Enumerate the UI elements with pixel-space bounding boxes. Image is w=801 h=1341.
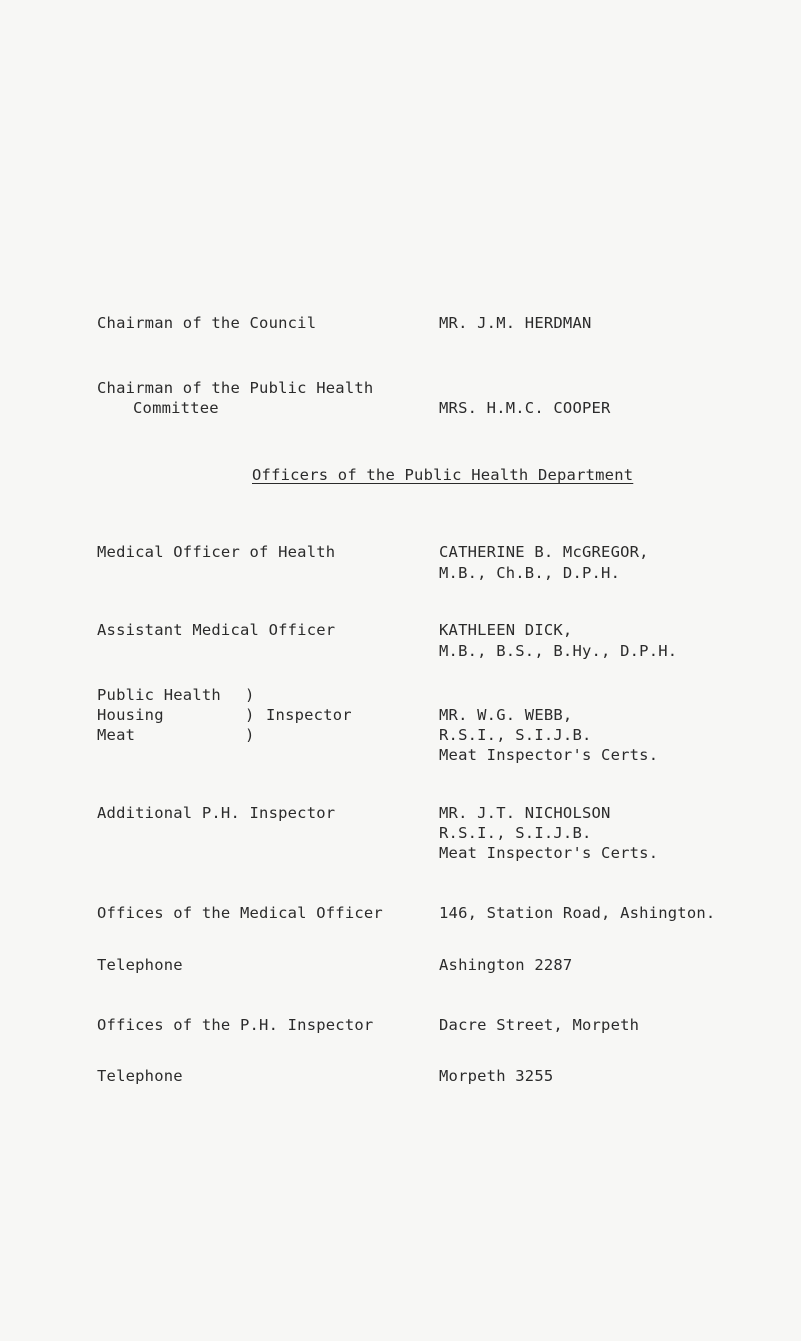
- phi-qualifications: R.S.I., S.I.J.B.: [439, 726, 592, 744]
- chairman-council-name: MR. J.M. HERDMAN: [439, 314, 592, 332]
- phi-offices-label: Offices of the P.H. Inspector: [97, 1016, 374, 1034]
- amo-name: KATHLEEN DICK,: [439, 621, 573, 639]
- chairman-council-label: Chairman of the Council: [97, 314, 317, 332]
- phi-certificates: Meat Inspector's Certs.: [439, 746, 659, 764]
- phi-label-lines: [97, 685, 221, 745]
- mo-telephone-number: Ashington 2287: [439, 956, 573, 974]
- moh-name: CATHERINE B. McGREGOR,: [439, 543, 649, 561]
- mo-offices-label: Offices of the Medical Officer: [97, 904, 383, 922]
- chairman-ph-label-line2: Committee: [133, 399, 219, 417]
- chairman-ph-label-line1: Chairman of the Public Health: [97, 379, 374, 397]
- page-title: Officers of the Public Health Department: [252, 466, 634, 484]
- moh-label: Medical Officer of Health: [97, 543, 336, 561]
- additional-inspector-name: MR. J.T. NICHOLSON: [439, 804, 611, 822]
- bracket: ): [245, 726, 255, 744]
- amo-label: Assistant Medical Officer: [97, 621, 336, 639]
- moh-qualifications: M.B., Ch.B., D.P.H.: [439, 564, 621, 582]
- phi-label-line: Meat: [97, 726, 136, 744]
- phi-name: MR. W.G. WEBB,: [439, 706, 573, 724]
- bracket: ): [245, 706, 255, 724]
- additional-inspector-label: Additional P.H. Inspector: [97, 804, 336, 822]
- amo-qualifications: M.B., B.S., B.Hy., D.P.H.: [439, 642, 678, 660]
- chairman-ph-name: MRS. H.M.C. COOPER: [439, 399, 611, 417]
- phi-telephone-label: Telephone: [97, 1067, 183, 1085]
- mo-offices-address: 146, Station Road, Ashington.: [439, 904, 716, 922]
- additional-inspector-certificates: Meat Inspector's Certs.: [439, 844, 659, 862]
- phi-brackets: [245, 685, 255, 745]
- phi-telephone-number: Morpeth 3255: [439, 1067, 554, 1085]
- mo-telephone-label: Telephone: [97, 956, 183, 974]
- additional-inspector-qualifications: R.S.I., S.I.J.B.: [439, 824, 592, 842]
- phi-label-line: Housing: [97, 706, 164, 724]
- bracket: ): [245, 686, 255, 704]
- phi-label-line: Public Health: [97, 686, 221, 704]
- phi-role: Inspector: [266, 706, 352, 724]
- phi-offices-address: Dacre Street, Morpeth: [439, 1016, 640, 1034]
